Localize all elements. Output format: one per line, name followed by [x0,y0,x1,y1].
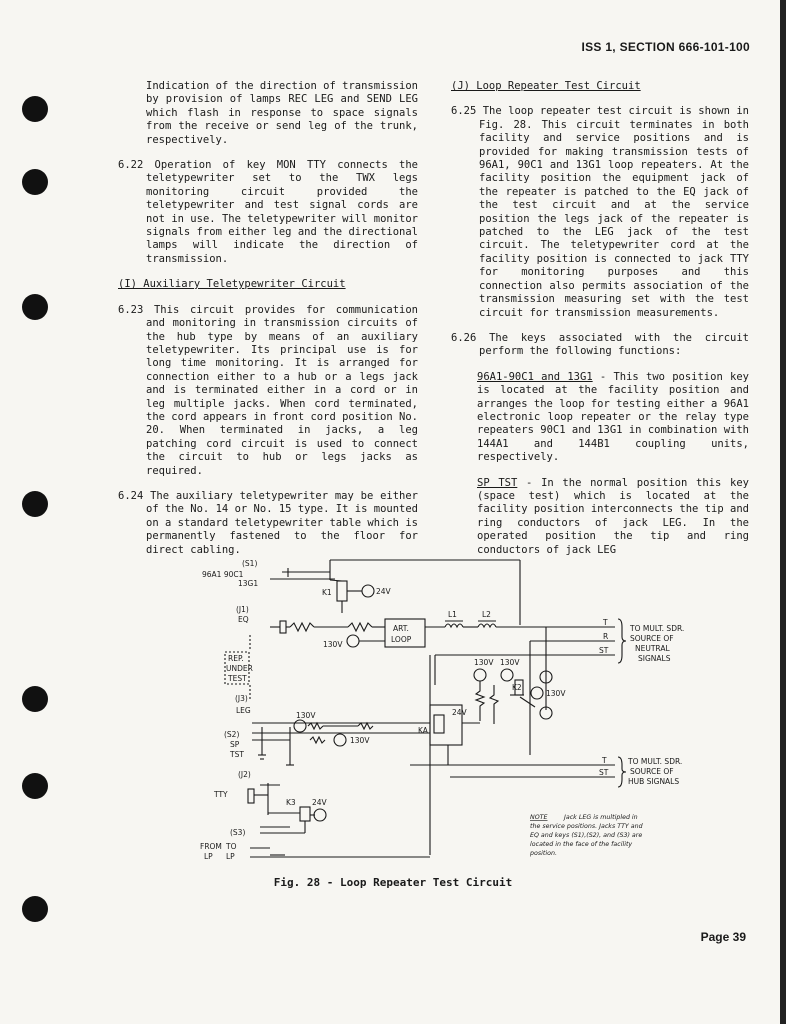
label-lp-from: LP [204,852,213,861]
label-t-hub: T [602,756,607,765]
label-neutral-3: NEUTRAL [635,644,670,653]
binder-hole [22,896,48,922]
paragraph-text: The loop repeater test circuit is shown in Fig. 28. This circuit terminates in both facility and service positions and is provided for making transmission tests of 96A1, 90C1 and 13G1 loop repeaters. At the facility position the equipment jack of the repeater is patched to the EQ jack of the test circuit and at the service position the legs jack of the repeater is patched to the LEG jack of the test circuit. The teletypewriter cord at the facility position is connected to jack TTY for monitoring purposes and this connection also permits association of the transmission measuring set with the test circuit for transmission measurements. [479,105,749,319]
circuit-diagram [190,555,730,873]
label-tst: TST [230,750,244,759]
note-line-1: Jack LEG is multipled in [564,814,638,821]
key-text: - This two position key is located at the facility position and arranges the loop for testing either a 96A1 electronic loop repeater or the relay type repeaters 90C1 and 13G1 in combination with 144A1 and 144B1 coupling units, respectively. [477,370,749,464]
key-text: - In the normal position this key (space test) which is located at the facility position interconnects the tip and ring conductors of jack LEG. In the operated position the tip and ring conductors of jack LEG [477,476,749,556]
label-s3: (S3) [230,828,246,837]
label-neutral-1: TO MULT. SDR. [630,624,685,633]
label-hub-2: SOURCE OF [630,767,674,776]
label-neutral-2: SOURCE OF [630,634,674,643]
paragraph-text: The keys associated with the circuit perform the following functions: [479,331,749,358]
paragraph-6-26 [451,332,749,359]
label-st-hub: ST [599,768,609,777]
key-name: 96A1-90C1 and 13G1 [477,370,593,383]
label-from: FROM [200,842,222,851]
note-line-2: the service positions. Jacks TTY and [530,823,643,830]
label-j3: (J3) [235,694,248,703]
label-st-neutral: ST [599,646,609,655]
paragraph-text: This circuit provides for communication and monitoring in transmission circuits of the hub type by means of an auxiliary teletypewriter. Its principal use is for long time monitoring. It is arranged for connection either to a hub or a legs jack and is terminated either in a cord or in leg multiple jacks. When cord terminated, the cord appears in front cord position No. 20. When terminated in jacks, a leg patching cord circuit is used to connect the circuit to hub or legs jacks as required. [146,303,418,477]
figure-caption: Fig. 28 - Loop Repeater Test Circuit [273,876,513,889]
label-tty: TTY [214,790,228,799]
label-j1: (J1) [236,605,249,614]
label-j2: (J2) [238,770,251,779]
label-130v-k2c: 130V [546,689,566,698]
label-24v-k3: 24V [312,798,327,807]
label-hub-1: TO MULT. SDR. [628,757,683,766]
key-description-s1 [451,371,749,465]
label-s2: (S2) [224,730,240,739]
label-sp: SP [230,740,240,749]
label-130v-k2a: 130V [474,658,494,667]
paragraph-number: 6.24 [118,489,144,502]
section-heading-j: (J) Loop Repeater Test Circuit [451,80,641,92]
label-s1: (S1) [242,559,258,568]
continued-paragraph: Indication of the direction of transmission by provision of lamps REC LEG and SEND LEG which flash in response to space signals from the receive or send leg of the trunk, respectively. [146,80,418,146]
label-130v-leg: 130V [296,711,316,720]
label-24v-k1: 24V [376,587,391,596]
note-title: NOTE [530,814,548,821]
left-column [118,80,418,569]
paragraph-6-23 [118,304,418,478]
label-art: ART. [393,624,409,633]
binder-hole [22,169,48,195]
label-s1-options: 96A1 90C1 [202,570,244,579]
page-edge [780,0,786,1024]
paragraph-text: The auxiliary teletypewriter may be either of the No. 14 or No. 15 type. It is mounted on a standard teletypewriter table which is permanently fastened to the floor for direct cabling. [146,489,418,556]
label-k1: K1 [322,588,332,597]
paragraph-number: 6.26 [451,331,477,344]
label-k3: K3 [286,798,296,807]
label-neutral-4: SIGNALS [638,654,671,663]
section-heading-i: (I) Auxiliary Teletypewriter Circuit [118,278,346,291]
label-t-neutral: T [603,618,608,627]
label-under: UNDER [226,664,253,673]
note-line-4: located in the face of the facility [530,841,633,848]
key-name: SP TST [477,476,518,489]
paragraph-number: 6.23 [118,303,144,316]
label-eq: EQ [238,615,249,624]
binder-hole [22,773,48,799]
binder-hole [22,686,48,712]
figure-28-schematic [190,555,730,873]
binder-hole [22,491,48,517]
label-k2: K2 [512,683,522,692]
label-hub-3: HUB SIGNALS [628,777,680,786]
paragraph-6-22 [118,159,418,266]
key-description-s2 [451,477,749,557]
label-r-neutral: R [603,632,609,641]
label-loop: LOOP [391,635,412,644]
paragraph-6-25 [451,105,749,320]
binder-hole [22,294,48,320]
label-ka: KA [418,726,428,735]
running-header: ISS 1, SECTION 666-101-100 [581,40,750,54]
note-line-5: position. [530,850,557,857]
paragraph-number: 6.22 [118,159,144,172]
label-130v-sp: 130V [350,736,370,745]
paragraph-number: 6.25 [451,105,477,118]
label-l1: L1 [448,610,457,619]
binder-hole [22,96,48,122]
paragraph-6-24 [118,490,418,557]
label-lp-to: LP [226,852,235,861]
label-s1-13g1: 13G1 [238,579,259,588]
paragraph-text: Operation of key MON TTY connects the teletypewriter set to the TWX legs monitoring circuit provided the teletypewriter and test signal cords are not in use. The teletypewriter will monitor signals from either leg and the directional lamps will indicate the direction of transmission. [146,159,418,265]
page-number: Page 39 [700,930,746,944]
right-column [451,80,749,569]
label-24v-ka: 24V [452,708,467,717]
label-rep: REP. [228,654,244,663]
label-130v-k2b: 130V [500,658,520,667]
note-line-3: EQ and keys (S1),(S2), and (S3) are [530,832,643,839]
label-l2: L2 [482,610,491,619]
label-130v-loop: 130V [323,640,343,649]
label-test: TEST [228,674,247,683]
label-to: TO [226,842,237,851]
label-leg: LEG [236,706,251,715]
